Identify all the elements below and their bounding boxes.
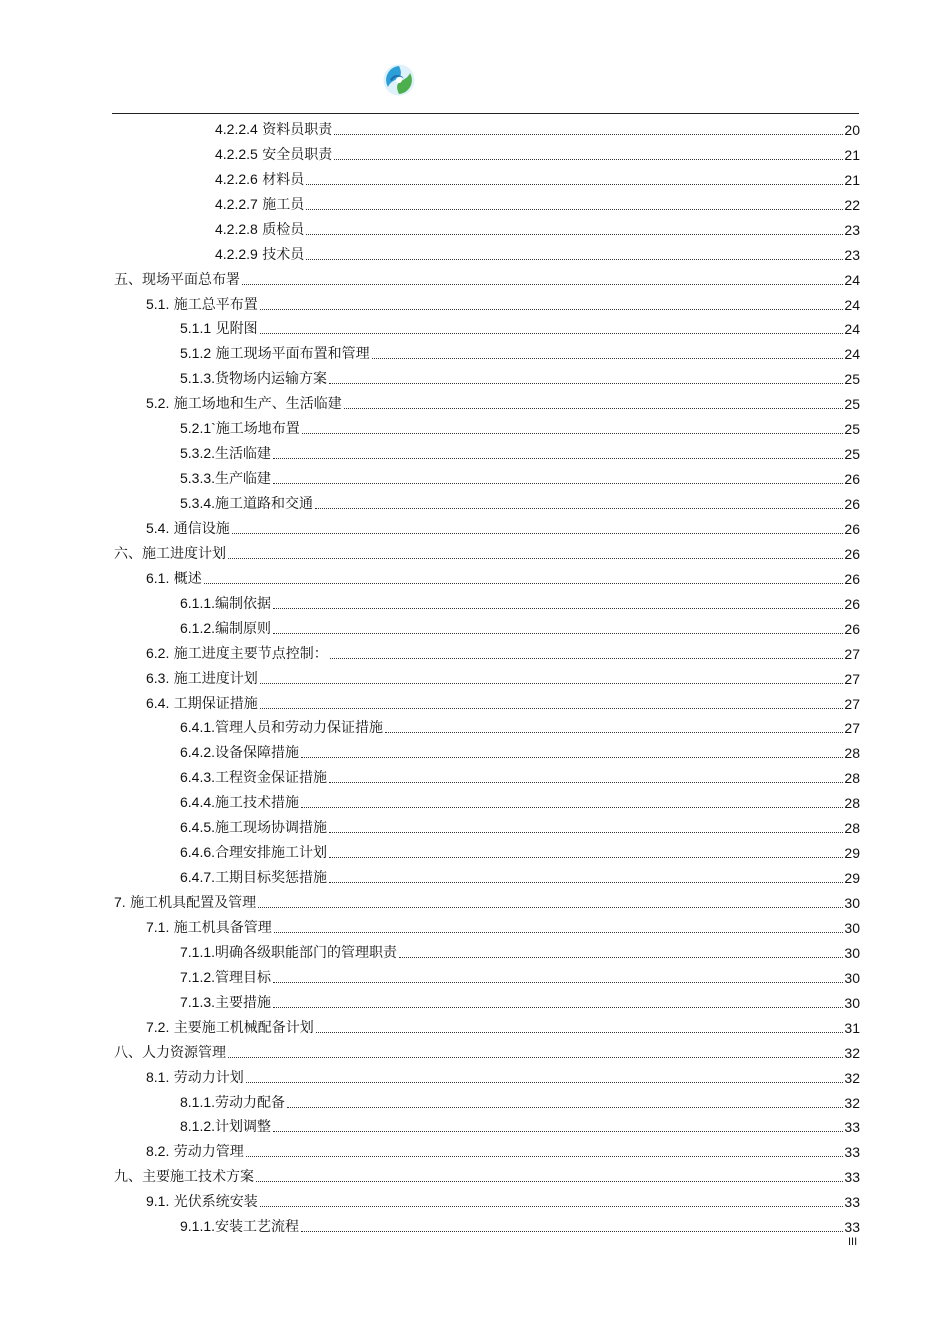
toc-entry-title: 九、主要施工技术方案 (114, 1169, 254, 1186)
dot-leader (273, 632, 843, 634)
toc-entry-page: 22 (844, 196, 860, 213)
toc-entry-title: 资料员职责 (257, 121, 333, 138)
toc-entry-title: 见附图 (211, 321, 258, 338)
toc-entry-label (114, 272, 241, 289)
toc-entry[interactable] (114, 1012, 860, 1037)
toc-entry-page: 21 (844, 146, 860, 163)
toc-entry-label (180, 869, 328, 887)
toc-entry-label (146, 670, 259, 688)
toc-entry[interactable] (114, 1186, 860, 1211)
toc-entry-number: 6.3. (146, 669, 170, 686)
toc-entry-page: 30 (844, 969, 860, 986)
toc-entry-number: 4.2.2.6 (215, 170, 258, 187)
dot-leader (329, 881, 843, 883)
toc-entry[interactable] (114, 139, 860, 164)
toc-entry-title: 生活临建 (215, 446, 272, 463)
toc-entry-label (146, 919, 273, 937)
toc-entry-label (180, 819, 328, 837)
toc-entry-label (180, 370, 328, 388)
toc-entry[interactable] (114, 912, 860, 937)
toc-entry-title: 施工现场平面布置和管理 (211, 346, 370, 363)
toc-entry[interactable] (114, 164, 860, 189)
toc-entry[interactable] (114, 663, 860, 688)
toc-entry[interactable] (114, 887, 860, 912)
toc-entry-title: 质检员 (257, 221, 305, 238)
dot-leader (246, 1081, 844, 1083)
toc-entry-page: 33 (844, 1144, 860, 1161)
toc-entry-page: 24 (844, 271, 860, 288)
toc-entry-page: 26 (844, 595, 860, 612)
toc-entry-page: 28 (844, 745, 860, 762)
dot-leader (302, 432, 844, 434)
toc-entry[interactable] (114, 1087, 860, 1112)
toc-entry[interactable] (114, 463, 860, 488)
toc-entry-title: 材料员 (257, 171, 305, 188)
toc-entry-number: 5.3.4. (180, 495, 216, 511)
dot-leader (316, 1031, 844, 1033)
toc-entry-title: 施工进度主要节点控制： (169, 645, 328, 662)
toc-entry-number: 5.3.2. (180, 445, 216, 462)
toc-entry-number: 9.1.1. (180, 1218, 216, 1235)
toc-entry[interactable] (114, 388, 860, 413)
toc-entry-title: 编制依据 (215, 595, 272, 612)
toc-entry-label (114, 1045, 227, 1062)
toc-entry-label (180, 470, 272, 488)
dot-leader (329, 781, 843, 783)
toc-entry-label (180, 844, 328, 862)
dot-leader (315, 507, 843, 509)
toc-entry-title: 技术员 (257, 246, 305, 263)
toc-entry-page: 25 (844, 396, 860, 413)
toc-entry-page: 26 (844, 570, 860, 587)
toc-entry-title: 概述 (169, 570, 202, 587)
company-logo-icon (382, 63, 416, 97)
toc-entry-title: 施工机具配置及管理 (125, 895, 257, 911)
dot-leader (344, 407, 844, 409)
toc-entry-number: 7.2. (146, 1018, 170, 1035)
toc-entry-page: 20 (844, 121, 860, 138)
toc-entry-label (180, 420, 301, 438)
toc-entry-title: 劳动力配备 (215, 1094, 286, 1111)
toc-entry[interactable] (114, 962, 860, 987)
toc-entry-number: 9.1. (146, 1193, 170, 1210)
toc-entry-number: 5.1.1 (180, 320, 212, 337)
toc-entry[interactable] (114, 239, 860, 264)
dot-leader (329, 382, 843, 384)
dot-leader (334, 133, 843, 135)
toc-entry-label (180, 320, 259, 338)
toc-entry-title: 安全员职责 (257, 146, 333, 163)
toc-entry-page: 30 (844, 994, 860, 1011)
toc-entry-page: 29 (844, 845, 860, 862)
toc-entry[interactable] (114, 338, 860, 363)
toc-entry-label (146, 1193, 259, 1211)
toc-entry-page: 27 (844, 670, 860, 687)
dot-leader (372, 357, 844, 359)
toc-entry[interactable] (114, 289, 860, 314)
toc-entry-label (180, 744, 300, 762)
toc-entry-page: 28 (844, 770, 860, 787)
toc-entry-title: 编制原则 (215, 620, 272, 637)
toc-entry-label (180, 1094, 286, 1112)
dot-leader (334, 158, 843, 160)
toc-entry[interactable] (114, 114, 860, 139)
toc-entry-label (180, 345, 371, 363)
toc-entry-label (180, 944, 398, 962)
toc-entry-label (180, 495, 314, 513)
toc-entry-label (180, 969, 272, 987)
toc-entry[interactable] (114, 1161, 860, 1186)
dot-leader (301, 1230, 843, 1232)
toc-entry[interactable] (114, 363, 860, 388)
dot-leader (301, 756, 843, 758)
toc-entry-number: 6.4.6. (180, 844, 216, 861)
dot-leader (306, 258, 843, 260)
table-of-contents (114, 114, 860, 1236)
toc-entry-page: 28 (844, 820, 860, 837)
toc-entry-page: 26 (844, 496, 860, 512)
dot-leader (256, 1180, 843, 1182)
toc-entry-page: 27 (844, 720, 860, 737)
toc-entry-label (180, 620, 272, 638)
toc-entry-number: 5.1.2 (180, 345, 212, 362)
toc-entry[interactable] (114, 563, 860, 588)
toc-entry[interactable] (114, 513, 860, 538)
toc-entry-number: 7.1. (146, 918, 170, 935)
toc-entry-label (146, 695, 259, 713)
toc-entry-title: 五、现场平面总布署 (114, 271, 240, 288)
toc-entry-number: 6.4.3. (180, 769, 216, 786)
toc-entry-label (114, 1169, 255, 1186)
toc-entry[interactable] (114, 538, 860, 563)
toc-entry-number: 6.2. (146, 644, 170, 661)
toc-entry-number: 5.2. (146, 395, 170, 412)
toc-entry-label (146, 1143, 245, 1161)
toc-entry-number: 6.4.5. (180, 819, 216, 836)
dot-leader (329, 856, 843, 858)
toc-entry-number: 6.1.2. (180, 619, 216, 636)
dot-leader (329, 831, 843, 833)
dot-leader (228, 1056, 843, 1058)
toc-entry-number: 4.2.2.7 (215, 195, 258, 212)
toc-entry-page: 30 (844, 919, 860, 936)
toc-entry-title: 生产临建 (215, 471, 272, 488)
toc-entry-label (180, 595, 272, 613)
toc-entry-page: 24 (844, 321, 860, 338)
dot-leader (242, 283, 843, 285)
dot-leader (273, 482, 843, 484)
toc-entry-number: 4.2.2.8 (215, 220, 258, 237)
toc-entry-page: 30 (844, 944, 860, 961)
toc-entry-label (114, 894, 257, 912)
toc-entry-number: 7.1.1. (180, 943, 216, 960)
toc-entry-label (215, 171, 305, 189)
toc-entry-number: 8.1.1. (180, 1093, 216, 1110)
toc-entry-page: 33 (844, 1119, 860, 1136)
toc-entry-title: 明确各级职能部门的管理职责 (215, 944, 398, 961)
toc-entry-title: 施工技术措施 (215, 795, 300, 812)
toc-entry-page: 26 (844, 520, 860, 537)
toc-entry[interactable] (114, 264, 860, 289)
toc-entry-title: 货物场内运输方案 (215, 371, 328, 388)
toc-entry[interactable] (114, 588, 860, 613)
dot-leader (399, 956, 843, 958)
toc-entry-title: 施工道路和交通 (215, 496, 314, 512)
toc-entry-number: 4.2.2.4 (215, 120, 258, 137)
toc-entry-label (215, 246, 305, 264)
toc-entry[interactable] (114, 189, 860, 214)
toc-entry-number: 6.4.4. (180, 794, 216, 811)
toc-entry-number: 7. (114, 894, 126, 910)
toc-entry-number: 6.1.1. (180, 594, 216, 611)
toc-entry[interactable] (114, 762, 860, 787)
toc-entry-label (215, 146, 333, 164)
toc-entry-title: 施工现场协调措施 (215, 820, 328, 837)
toc-entry-number: 5.1. (146, 295, 170, 312)
toc-entry-title: 主要措施 (215, 994, 272, 1011)
toc-entry-label (146, 520, 231, 538)
toc-entry[interactable] (114, 1037, 860, 1062)
toc-entry-page: 32 (844, 1044, 860, 1061)
toc-entry-page: 27 (844, 695, 860, 712)
dot-leader (287, 1106, 843, 1108)
toc-entry-title: 施工进度计划 (169, 670, 258, 687)
dot-leader (330, 657, 844, 659)
dot-leader (258, 906, 843, 908)
toc-entry-title: 施工机具备管理 (169, 919, 272, 936)
toc-entry-number: 5.1.3. (180, 370, 216, 387)
toc-entry-title: 设备保障措施 (215, 745, 300, 762)
toc-entry-title: 工期目标奖惩措施 (215, 870, 328, 887)
toc-entry-label (114, 546, 227, 563)
toc-entry-title: 六、施工进度计划 (114, 545, 226, 562)
toc-entry-title: 施工员 (257, 196, 305, 213)
toc-entry-title: 工期保证措施 (169, 695, 258, 712)
toc-entry-page: 26 (844, 545, 860, 562)
toc-entry-page: 24 (844, 346, 860, 363)
toc-entry-page: 32 (844, 1094, 860, 1111)
toc-entry-label (180, 794, 300, 812)
page-number: III (848, 1236, 858, 1248)
toc-entry-title: 施工场地布置 (215, 421, 300, 438)
dot-leader (306, 233, 843, 235)
toc-entry-label (146, 570, 203, 588)
toc-entry[interactable] (114, 1062, 860, 1087)
toc-entry-label (146, 296, 259, 314)
toc-entry-label (180, 1118, 272, 1136)
toc-entry-label (215, 221, 305, 239)
toc-entry[interactable] (114, 214, 860, 239)
toc-entry-page: 24 (844, 296, 860, 313)
toc-entry[interactable] (114, 787, 860, 812)
toc-entry-title: 施工总平布置 (169, 296, 258, 313)
toc-entry-page: 30 (844, 895, 860, 911)
toc-entry-number: 8.2. (146, 1143, 170, 1160)
dot-leader (306, 208, 843, 210)
toc-entry-title: 劳动力管理 (169, 1144, 244, 1161)
toc-entry[interactable] (114, 737, 860, 762)
toc-entry-number: 5.4. (146, 519, 170, 536)
toc-entry-label (180, 445, 272, 463)
dot-leader (273, 981, 843, 983)
toc-entry[interactable] (114, 613, 860, 638)
toc-entry-page: 32 (844, 1069, 860, 1086)
toc-entry-label (180, 994, 272, 1012)
toc-entry-label (215, 196, 305, 214)
toc-entry-number: 6.4.2. (180, 744, 216, 761)
dot-leader (385, 731, 843, 733)
dot-leader (273, 607, 843, 609)
toc-entry[interactable] (114, 314, 860, 339)
toc-entry-number: 6.4.1. (180, 719, 216, 736)
toc-entry-page: 29 (844, 870, 860, 887)
toc-entry[interactable] (114, 488, 860, 513)
toc-entry[interactable] (114, 438, 860, 463)
toc-entry-page: 31 (844, 1019, 860, 1036)
toc-entry-page: 26 (844, 471, 860, 488)
toc-entry-title: 工程资金保证措施 (215, 770, 328, 787)
dot-leader (273, 457, 843, 459)
toc-entry-page: 33 (844, 1194, 860, 1211)
toc-entry-number: 8.1.2. (180, 1118, 216, 1135)
dot-leader (301, 806, 843, 808)
toc-entry-title: 光伏系统安装 (169, 1194, 258, 1211)
dot-leader (228, 557, 843, 559)
toc-entry-title: 安装工艺流程 (215, 1219, 300, 1236)
toc-entry[interactable] (114, 862, 860, 887)
toc-entry-number: 6.1. (146, 569, 170, 586)
dot-leader (260, 332, 844, 334)
toc-entry-title: 施工场地和生产、生活临建 (169, 396, 342, 413)
toc-entry[interactable] (114, 638, 860, 663)
dot-leader (204, 582, 844, 584)
toc-entry-title: 管理目标 (215, 969, 272, 986)
toc-entry-page: 27 (844, 645, 860, 662)
dot-leader (260, 308, 844, 310)
toc-entry-page: 33 (844, 1219, 860, 1236)
dot-leader (274, 931, 844, 933)
toc-entry-page: 23 (844, 221, 860, 238)
toc-entry[interactable] (114, 937, 860, 962)
toc-entry-page: 33 (844, 1169, 860, 1186)
dot-leader (260, 682, 844, 684)
toc-entry-title: 合理安排施工计划 (215, 845, 328, 862)
toc-entry-label (180, 769, 328, 787)
toc-entry-number: 5.2.1` (180, 420, 216, 437)
toc-entry-label (146, 395, 343, 413)
toc-entry-number: 7.1.2. (180, 968, 216, 985)
toc-entry-label (146, 645, 329, 663)
dot-leader (260, 707, 844, 709)
dot-leader (260, 1205, 844, 1207)
toc-entry-page: 28 (844, 795, 860, 812)
toc-entry[interactable] (114, 837, 860, 862)
toc-entry-title: 计划调整 (215, 1119, 272, 1136)
toc-entry-label (180, 719, 384, 737)
toc-entry-number: 5.3.3. (180, 470, 216, 487)
toc-entry-label (146, 1019, 315, 1037)
toc-entry-label (146, 1069, 245, 1087)
toc-entry[interactable] (114, 987, 860, 1012)
dot-leader (306, 183, 843, 185)
toc-entry[interactable] (114, 1211, 860, 1236)
toc-entry-number: 7.1.3. (180, 993, 216, 1010)
toc-entry-page: 25 (844, 371, 860, 388)
toc-entry-page: 26 (844, 620, 860, 637)
toc-entry[interactable] (114, 1112, 860, 1137)
toc-entry[interactable] (114, 812, 860, 837)
toc-entry-title: 主要施工机械配备计划 (169, 1019, 314, 1036)
toc-entry-page: 23 (844, 246, 860, 263)
toc-entry-number: 4.2.2.9 (215, 245, 258, 262)
toc-entry-number: 4.2.2.5 (215, 145, 258, 162)
toc-entry-page: 25 (844, 421, 860, 438)
dot-leader (273, 1130, 843, 1132)
toc-entry-page: 21 (844, 171, 860, 188)
dot-leader (273, 1006, 843, 1008)
toc-entry-label (180, 1218, 300, 1236)
toc-entry-page: 25 (844, 446, 860, 463)
toc-entry[interactable] (114, 413, 860, 438)
toc-entry-title: 八、人力资源管理 (114, 1044, 226, 1061)
toc-entry-title: 管理人员和劳动力保证措施 (215, 720, 384, 737)
toc-entry[interactable] (114, 713, 860, 738)
toc-entry-number: 8.1. (146, 1068, 170, 1085)
toc-entry[interactable] (114, 1136, 860, 1161)
dot-leader (246, 1155, 844, 1157)
toc-entry-title: 劳动力计划 (169, 1069, 244, 1086)
toc-entry-label (215, 121, 333, 139)
toc-entry[interactable] (114, 688, 860, 713)
toc-entry-number: 6.4. (146, 694, 170, 711)
dot-leader (232, 532, 844, 534)
toc-entry-title: 通信设施 (169, 520, 230, 537)
toc-entry-number: 6.4.7. (180, 869, 216, 886)
